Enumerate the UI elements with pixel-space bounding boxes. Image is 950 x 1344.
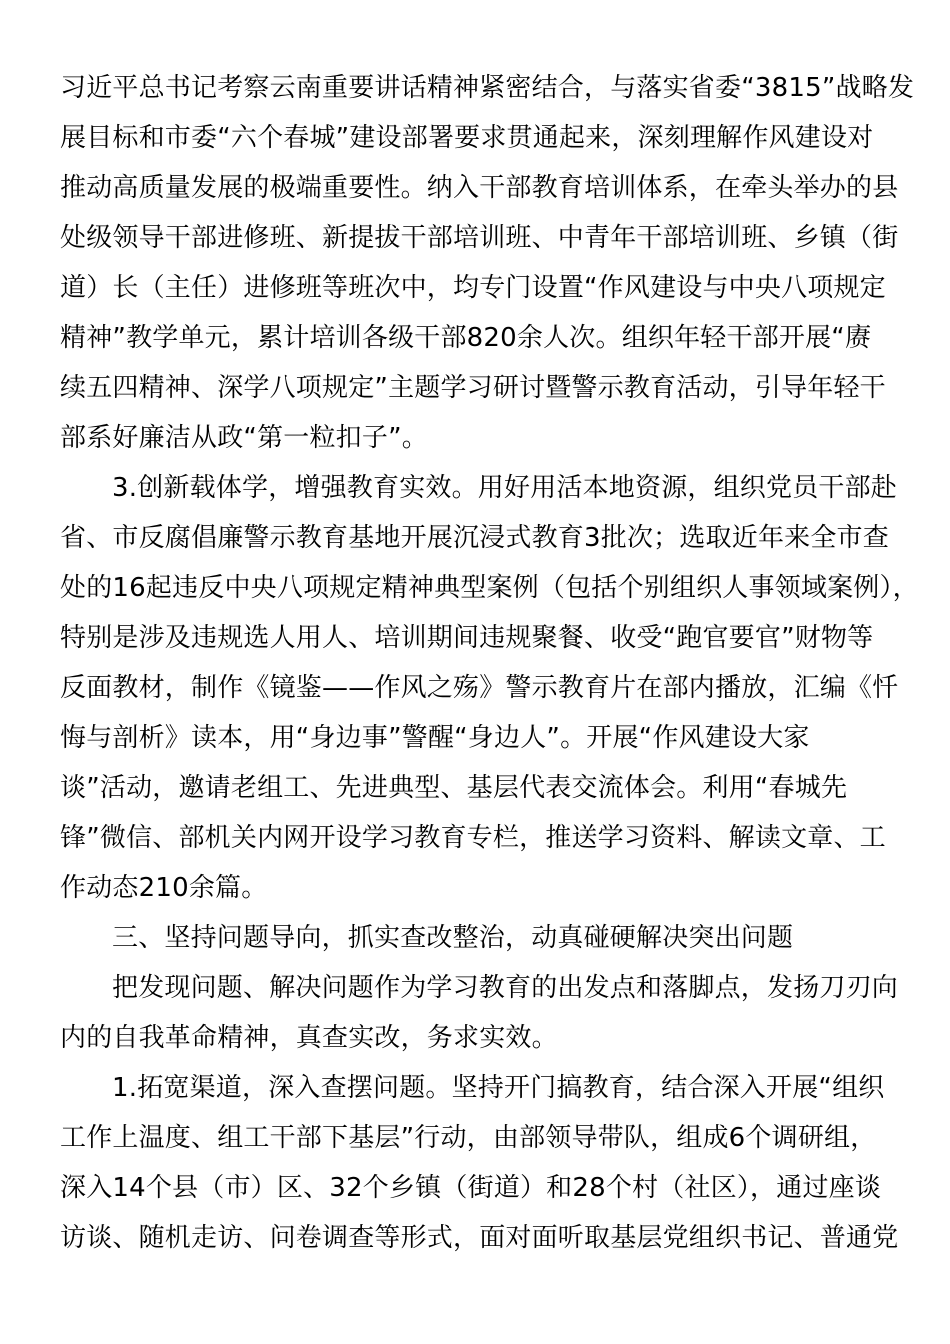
- text-line: 深入14个县（市）区、32个乡镇（街道）和28个村（社区），通过座谈: [60, 1173, 882, 1203]
- text-line: 作动态210余篇。: [60, 873, 268, 903]
- text-line: 习近平总书记考察云南重要讲话精神紧密结合，与落实省委“3815”战略发: [60, 73, 915, 103]
- text-line: 省、市反腐倡廉警示教育基地开展沉浸式教育3批次；选取近年来全市查: [60, 523, 889, 553]
- paragraph-start: 1.拓宽渠道，深入查摆问题。坚持开门搞教育，结合深入开展“组织: [112, 1073, 885, 1103]
- text-line: 特别是涉及违规选人用人、培训期间违规聚餐、收受“跑官要官”财物等: [60, 623, 874, 653]
- text-line: 内的自我革命精神，真查实改，务求实效。: [60, 1023, 558, 1053]
- text-line: 悔与剖析》读本，用“身边事”警醒“身边人”。开展“作风建设大家: [60, 723, 810, 753]
- text-line: 反面教材，制作《镜鉴——作风之殇》警示教育片在部内播放，汇编《忏: [60, 673, 899, 703]
- text-line: 工作上温度、组工干部下基层”行动，由部领导带队，组成6个调研组，: [60, 1123, 877, 1153]
- text-line: 道）长（主任）进修班等班次中，均专门设置“作风建设与中央八项规定: [60, 273, 886, 303]
- text-line: 谈”活动，邀请老组工、先进典型、基层代表交流体会。利用“春城先: [60, 773, 848, 803]
- text-line: 精神”教学单元，累计培训各级干部820余人次。组织年轻干部开展“赓: [60, 323, 872, 353]
- text-line: 锋”微信、部机关内网开设学习教育专栏，推送学习资料、解读文章、工: [60, 823, 886, 853]
- text-line: 处级领导干部进修班、新提拔干部培训班、中青年干部培训班、乡镇（街: [60, 223, 899, 253]
- section-heading: 三、坚持问题导向，抓实查改整治，动真碰硬解决突出问题: [112, 923, 794, 953]
- text-line: 续五四精神、深学八项规定”主题学习研讨暨警示教育活动，引导年轻干: [60, 373, 886, 403]
- text-line: 部系好廉洁从政“第一粒扣子”。: [60, 423, 428, 453]
- text-line: 访谈、随机走访、问卷调查等形式，面对面听取基层党组织书记、普通党: [60, 1223, 899, 1253]
- text-line: 处的16起违反中央八项规定精神典型案例（包括个别组织人事领域案例），: [60, 573, 919, 603]
- text-line: 展目标和市委“六个春城”建设部署要求贯通起来，深刻理解作风建设对: [60, 123, 874, 153]
- paragraph-start: 把发现问题、解决问题作为学习教育的出发点和落脚点，发扬刀刃向: [112, 973, 899, 1003]
- paragraph-start: 3.创新载体学，增强教育实效。用好用活本地资源，组织党员干部赴: [112, 473, 898, 503]
- text-line: 推动高质量发展的极端重要性。纳入干部教育培训体系，在牵头举办的县: [60, 173, 899, 203]
